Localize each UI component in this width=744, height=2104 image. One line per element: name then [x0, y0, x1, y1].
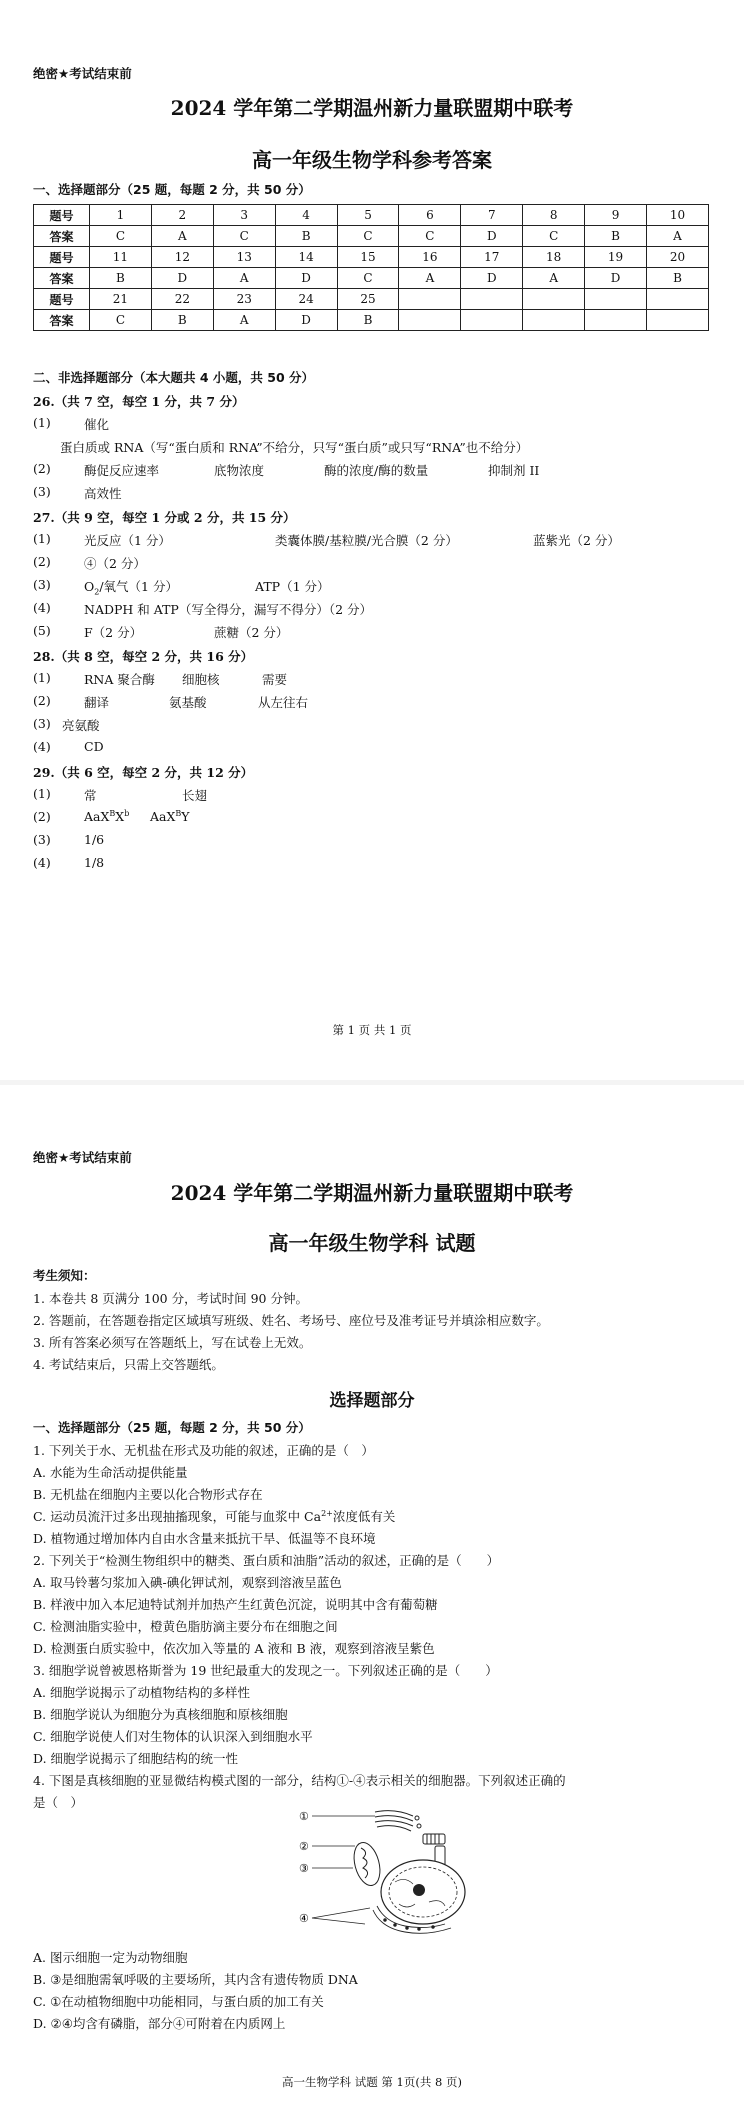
table-cell: A [151, 226, 213, 247]
q27-4-answer: NADPH 和 ATP（写全得分，漏写不得分）（2 分） [84, 602, 373, 617]
q27-1-answer-c: 蓝紫光（2 分） [533, 533, 620, 548]
table-cell: 2 [151, 205, 213, 226]
q3-stem: 3. 细胞学说曾被恩格斯誉为 19 世纪最重大的发现之一。下列叙述正确的是（ ） [33, 1663, 498, 1678]
table-cell: C [213, 226, 275, 247]
table-cell: 19 [585, 247, 647, 268]
q29-heading: 29.（共 6 空，每空 2 分，共 12 分） [33, 765, 254, 780]
q27-5-answer-a: F（2 分） [84, 625, 143, 640]
q28-4-num: (4) [33, 739, 51, 754]
q27-4-num: (4) [33, 600, 51, 615]
notice-item: 4. 考试结束后，只需上交答题纸。 [33, 1357, 224, 1372]
table-cell: 22 [151, 289, 213, 310]
q29-4-num: (4) [33, 855, 51, 870]
table-cell [523, 310, 585, 331]
q27-1-answer-a: 光反应（1 分） [84, 533, 171, 548]
q1-option-a: A. 水能为生命活动提供能量 [33, 1465, 188, 1480]
q27-1-num: (1) [33, 531, 51, 546]
mitochondrion-icon [350, 1840, 385, 1889]
oxygen-symbol: O [84, 579, 95, 594]
table-cell: D [461, 226, 523, 247]
q26-2-answer-d: 抑制剂 II [488, 463, 540, 478]
diagram-label-1: ① [299, 1810, 309, 1823]
table-cell: C [337, 268, 399, 289]
q26-1-num: (1) [33, 415, 51, 430]
q29-1-num: (1) [33, 786, 51, 801]
q1-option-b: B. 无机盐在细胞内主要以化合物形式存在 [33, 1487, 263, 1502]
genotype-part: AaX [150, 809, 176, 825]
q2-option-b: B. 样液中加入本尼迪特试剂并加热产生红黄色沉淀，说明其中含有葡萄糖 [33, 1597, 438, 1612]
table-cell: C [90, 310, 152, 331]
q4-stem: 4. 下图是真核细胞的亚显微结构模式图的一部分，结构①-④表示相关的细胞器。下列叙述正确的 [33, 1773, 566, 1788]
q26-1-answer: 催化 [84, 417, 110, 432]
row-label-number: 题号 [34, 205, 90, 226]
table-cell: B [275, 226, 337, 247]
answer-subtitle: 高一年级生物学科参考答案 [252, 148, 492, 172]
table-cell: D [585, 268, 647, 289]
q29-1-answer-b: 长翅 [182, 788, 208, 803]
section-nonchoice-heading: 二、非选择题部分（本大题共 4 小题，共 50 分） [33, 370, 315, 385]
q26-1-note: 蛋白质或 RNA（写“蛋白质和 RNA”不给分，只写“蛋白质”或只写“RNA”也不给分） [60, 440, 529, 455]
table-cell: A [523, 268, 585, 289]
diagram-label-3: ③ [299, 1862, 309, 1875]
q27-2-answer: ④（2 分） [84, 556, 146, 571]
q29-4-answer: 1/8 [84, 855, 105, 870]
table-cell: 9 [585, 205, 647, 226]
table-cell: 13 [213, 247, 275, 268]
table-cell: 20 [647, 247, 709, 268]
q28-heading: 28.（共 8 空，每空 2 分，共 16 分） [33, 649, 254, 664]
section-choice-heading: 一、选择题部分（25 题，每题 2 分，共 50 分） [33, 182, 311, 197]
q29-2-genotype-a [84, 809, 129, 824]
table-cell: C [399, 226, 461, 247]
q4-option-c: C. ①在动植物细胞中功能相同，与蛋白质的加工有关 [33, 1994, 324, 2009]
oxygen-subscript: 2 [94, 587, 100, 597]
row-label-answer: 答案 [34, 310, 90, 331]
table-cell: 6 [399, 205, 461, 226]
table-cell: 23 [213, 289, 275, 310]
confidential-label: 绝密★考试结束前 [33, 66, 132, 81]
table-cell: 12 [151, 247, 213, 268]
exam-title: 2024 学年第二学期温州新力量联盟期中联考 [170, 1181, 574, 1205]
table-cell [461, 289, 523, 310]
q28-2-answer-a: 翻译 [84, 695, 110, 710]
table-cell: B [337, 310, 399, 331]
table-cell: 8 [523, 205, 585, 226]
table-cell: B [90, 268, 152, 289]
table-cell: 5 [337, 205, 399, 226]
table-cell: A [399, 268, 461, 289]
exam-title: 2024 学年第二学期温州新力量联盟期中联考 [170, 96, 574, 120]
table-cell: 4 [275, 205, 337, 226]
table-cell: 17 [461, 247, 523, 268]
table-row [34, 289, 709, 310]
table-row [34, 268, 709, 289]
q28-2-num: (2) [33, 693, 51, 708]
q26-2-answer-b: 底物浓度 [214, 463, 265, 478]
q3-option-c: C. 细胞学说使人们对生物体的认识深入到细胞水平 [33, 1729, 313, 1744]
q4-stem-cont: 是（ ） [33, 1795, 84, 1810]
table-cell: D [275, 268, 337, 289]
row-label-answer: 答案 [34, 268, 90, 289]
table-cell: A [213, 310, 275, 331]
q27-5-num: (5) [33, 623, 51, 638]
notice-item: 2. 答题前，在答题卷指定区域填写班级、姓名、考场号、座位号及准考证号并填涂相应数字。 [33, 1313, 549, 1328]
q2-option-a: A. 取马铃薯匀浆加入碘-碘化钾试剂，观察到溶液呈蓝色 [33, 1575, 342, 1590]
table-cell: A [213, 268, 275, 289]
table-cell: 16 [399, 247, 461, 268]
q1-option-d: D. 植物通过增加体内自由水含量来抵抗干旱、低温等不良环境 [33, 1531, 376, 1546]
genotype-part: X [115, 809, 125, 825]
genotype-part: Y [181, 809, 190, 825]
part-title: 选择题部分 [329, 1391, 415, 1411]
q27-3-answer-a [84, 577, 178, 597]
q1-stem: 1. 下列关于水、无机盐在形式及功能的叙述，正确的是（ ） [33, 1443, 374, 1458]
golgi-apparatus-icon [375, 1811, 421, 1831]
q3-option-b: B. 细胞学说认为细胞分为真核细胞和原核细胞 [33, 1707, 288, 1722]
table-cell: B [585, 226, 647, 247]
notice-heading: 考生须知： [33, 1268, 96, 1283]
q29-2-num: (2) [33, 809, 51, 824]
table-cell: 3 [213, 205, 275, 226]
diagram-label-4: ④ [299, 1912, 309, 1925]
table-cell: D [461, 268, 523, 289]
q27-2-num: (2) [33, 554, 51, 569]
genotype-part: AaX [84, 809, 110, 825]
q29-3-num: (3) [33, 832, 51, 847]
q28-3-answer: 亮氨酸 [62, 718, 100, 733]
cell-structure-diagram [295, 1806, 495, 1936]
oxygen-note: /氧气（1 分） [99, 579, 178, 594]
q27-heading: 27.（共 9 空，每空 1 分或 2 分，共 15 分） [33, 510, 296, 525]
table-cell: D [151, 268, 213, 289]
q4-option-d: D. ②④均含有磷脂，部分④可附着在内质网上 [33, 2016, 286, 2031]
q28-3-num: (3) [33, 716, 51, 731]
table-cell [461, 310, 523, 331]
notice-item: 1. 本卷共 8 页满分 100 分，考试时间 90 分钟。 [33, 1291, 308, 1306]
q29-1-answer-a: 常 [84, 788, 97, 803]
table-cell: B [647, 268, 709, 289]
option-text: 浓度低有关 [332, 1509, 396, 1524]
table-cell: 25 [337, 289, 399, 310]
table-cell [523, 289, 585, 310]
table-cell: 7 [461, 205, 523, 226]
table-row [34, 205, 709, 226]
leader-line [312, 1918, 365, 1924]
table-cell: 18 [523, 247, 585, 268]
table-cell [647, 310, 709, 331]
confidential-label: 绝密★考试结束前 [33, 1150, 132, 1165]
q29-3-answer: 1/6 [84, 832, 105, 847]
table-cell: C [90, 226, 152, 247]
table-cell: 14 [275, 247, 337, 268]
q3-option-a: A. 细胞学说揭示了动植物结构的多样性 [33, 1685, 250, 1700]
q28-4-answer: CD [84, 739, 104, 754]
table-cell: A [647, 226, 709, 247]
allele-sup: B [175, 809, 182, 818]
table-cell: C [523, 226, 585, 247]
q2-stem: 2. 下列关于“检测生物组织中的糖类、蛋白质和油脂”活动的叙述，正确的是（ ） [33, 1553, 500, 1568]
q28-1-num: (1) [33, 670, 51, 685]
table-cell: 10 [647, 205, 709, 226]
q26-3-num: (3) [33, 484, 51, 499]
allele-sup: b [124, 809, 130, 818]
row-label-answer: 答案 [34, 226, 90, 247]
table-cell: D [275, 310, 337, 331]
table-cell: C [337, 226, 399, 247]
table-cell: 11 [90, 247, 152, 268]
q26-2-answer-a: 酶促反应速率 [84, 463, 160, 478]
page-footer: 第 1 页 共 1 页 [332, 1023, 412, 1037]
q28-1-answer-c: 需要 [262, 672, 288, 687]
q27-3-answer-b: ATP（1 分） [255, 579, 330, 594]
q26-2-num: (2) [33, 461, 51, 476]
leader-line [312, 1908, 370, 1918]
q2-option-d: D. 检测蛋白质实验中，依次加入等量的 A 液和 B 液，观察到溶液呈紫色 [33, 1641, 435, 1656]
page-footer: 高一生物学科 试题 第 1页(共 8 页) [282, 2075, 462, 2089]
table-row [34, 226, 709, 247]
table-cell: 21 [90, 289, 152, 310]
q1-option-c [33, 1507, 395, 1525]
diagram-label-2: ② [299, 1840, 309, 1853]
exam-subtitle: 高一年级生物学科 试题 [268, 1231, 476, 1255]
nucleus-icon [381, 1860, 465, 1924]
option-text: C. 运动员流汗过多出现抽搐现象，可能与血浆中 Ca [33, 1509, 322, 1524]
table-row [34, 310, 709, 331]
table-row [34, 247, 709, 268]
q26-3-answer: 高效性 [84, 486, 122, 501]
table-cell: 15 [337, 247, 399, 268]
table-cell [399, 289, 461, 310]
q29-2-genotype-b [150, 809, 190, 824]
q26-heading: 26.（共 7 空，每空 1 分，共 7 分） [33, 394, 245, 409]
row-label-number: 题号 [34, 247, 90, 268]
table-cell [585, 289, 647, 310]
table-cell: B [151, 310, 213, 331]
q27-3-num: (3) [33, 577, 51, 592]
q27-1-answer-b: 类囊体膜/基粒膜/光合膜（2 分） [275, 533, 458, 548]
q28-1-answer-a: RNA 聚合酶 [84, 672, 155, 687]
table-cell: 24 [275, 289, 337, 310]
q3-option-d: D. 细胞学说揭示了细胞结构的统一性 [33, 1751, 239, 1766]
q28-2-answer-b: 氨基酸 [169, 695, 207, 710]
q27-5-answer-b: 蔗糖（2 分） [214, 625, 289, 640]
table-cell [399, 310, 461, 331]
table-cell [647, 289, 709, 310]
answer-table [33, 204, 709, 331]
q28-2-answer-c: 从左往右 [258, 695, 309, 710]
q26-2-answer-c: 酶的浓度/酶的数量 [324, 463, 429, 478]
ion-charge: 2+ [321, 1508, 333, 1518]
q28-1-answer-b: 细胞核 [182, 672, 220, 687]
table-cell: 1 [90, 205, 152, 226]
allele-sup: B [109, 809, 116, 818]
section-choice-heading: 一、选择题部分（25 题，每题 2 分，共 50 分） [33, 1420, 311, 1435]
q4-option-a: A. 图示细胞一定为动物细胞 [33, 1950, 188, 1965]
q2-option-c: C. 检测油脂实验中，橙黄色脂肪滴主要分布在细胞之间 [33, 1619, 338, 1634]
q4-option-b: B. ③是细胞需氧呼吸的主要场所，其内含有遗传物质 DNA [33, 1972, 358, 1987]
row-label-number: 题号 [34, 289, 90, 310]
table-cell [585, 310, 647, 331]
notice-item: 3. 所有答案必须写在答题纸上，写在试卷上无效。 [33, 1335, 312, 1350]
